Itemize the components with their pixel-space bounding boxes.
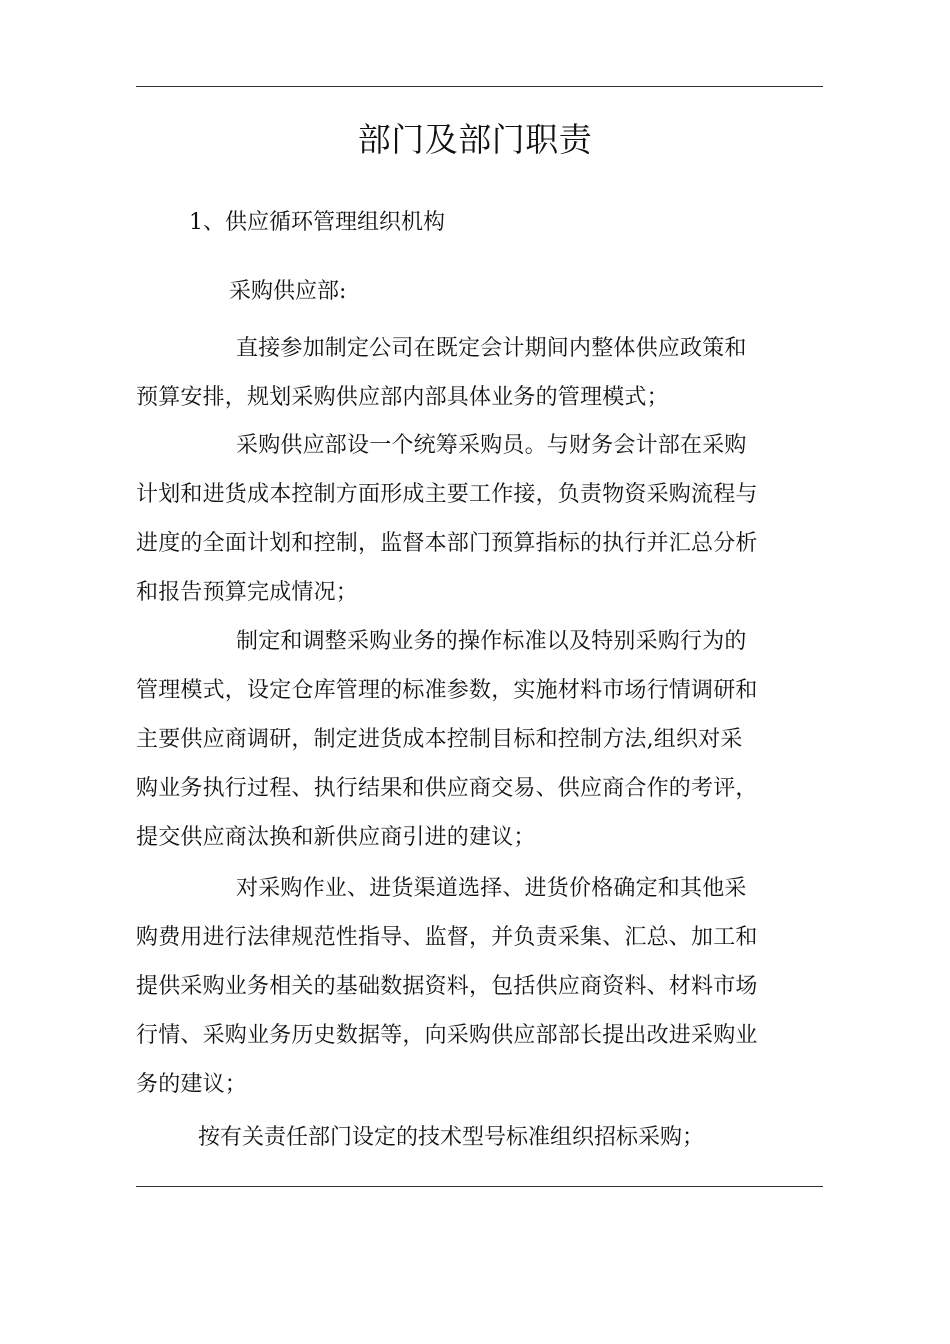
- paragraph-4: [136, 864, 826, 1109]
- paragraph-line: 直接参加制定公司在既定会计期间内整体供应政策和: [236, 336, 747, 361]
- paragraph-5: 按有关责任部门设定的技术型号标准组织招标采购；: [198, 1125, 705, 1150]
- paragraph-line: 购费用进行法律规范性指导、监督，并负责采集、汇总、加工和: [136, 925, 758, 950]
- paragraph-line: 行情、采购业务历史数据等，向采购供应部部长提出改进采购业: [136, 1023, 758, 1048]
- paragraph-line: 主要供应商调研，制定进货成本控制目标和控制方法,组织对采: [136, 727, 743, 752]
- footer-rule: [136, 1186, 823, 1187]
- paragraph-1: [136, 324, 826, 422]
- paragraph-line: 购业务执行过程、执行结果和供应商交易、供应商合作的考评，: [136, 776, 758, 801]
- paragraph-line: 采购供应部设一个统筹采购员。与财务会计部在采购: [236, 433, 747, 458]
- paragraph-line: 务的建议；: [136, 1072, 248, 1097]
- paragraph-line: 预算安排，规划采购供应部内部具体业务的管理模式；: [136, 385, 669, 410]
- paragraph-line: 提交供应商汰换和新供应商引进的建议；: [136, 825, 536, 850]
- page-title: 部门及部门职责: [357, 120, 593, 159]
- paragraph-line: 对采购作业、进货渠道选择、进货价格确定和其他采: [236, 876, 747, 901]
- paragraph-line: 和报告预算完成情况；: [136, 580, 359, 605]
- section-subheading: 采购供应部:: [229, 279, 347, 304]
- header-rule: [136, 86, 823, 87]
- paragraph-line: 提供采购业务相关的基础数据资料，包括供应商资料、材料市场: [136, 974, 758, 999]
- paragraph-line: 进度的全面计划和控制，监督本部门预算指标的执行并汇总分析: [136, 531, 758, 556]
- paragraph-line: 管理模式，设定仓库管理的标准参数，实施材料市场行情调研和: [136, 678, 758, 703]
- paragraph-3: [136, 617, 826, 862]
- paragraph-2: [136, 421, 826, 617]
- paragraph-line: 计划和进货成本控制方面形成主要工作接，负责物资采购流程与: [136, 482, 758, 507]
- section-heading: 1、供应循环管理组织机构: [189, 210, 445, 235]
- paragraph-line: 制定和调整采购业务的操作标准以及特别采购行为的: [236, 629, 747, 654]
